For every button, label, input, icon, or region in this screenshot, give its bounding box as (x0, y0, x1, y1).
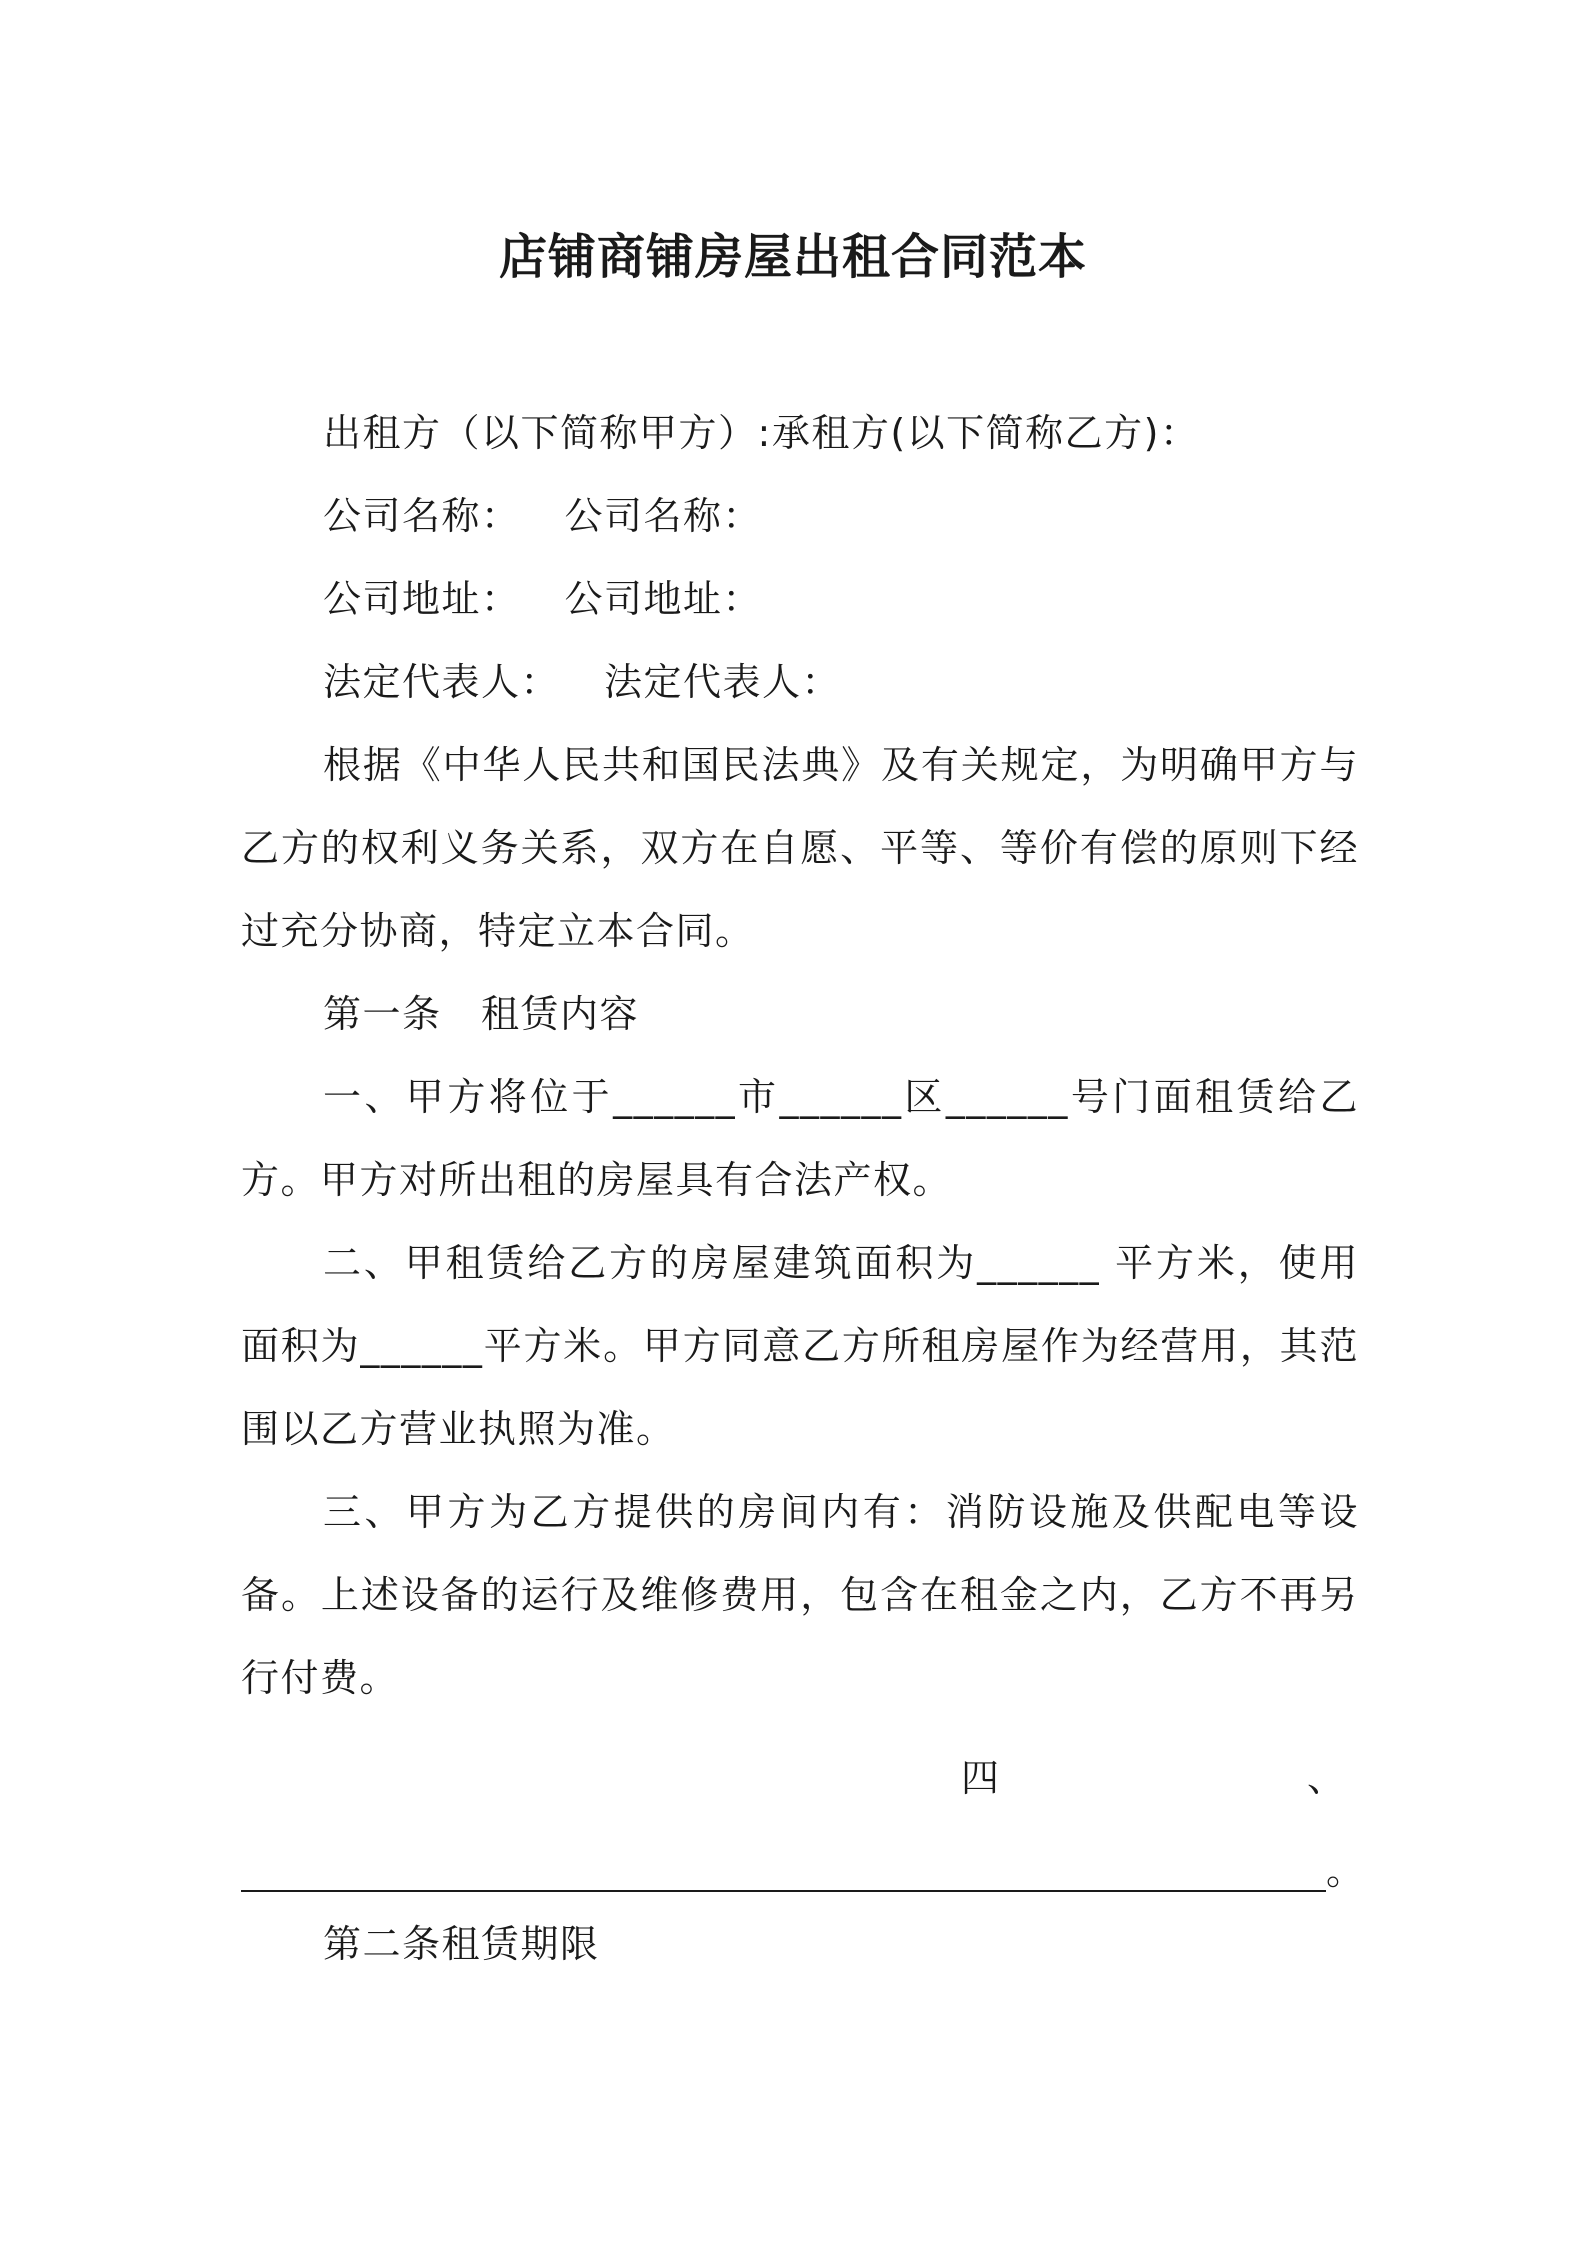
clause4-end-mark: 。 (1326, 1849, 1365, 1893)
company-address-a: 公司地址： (323, 577, 521, 621)
article1-clause4-line (241, 1737, 1359, 1820)
article1-clause2: 二、甲租赁给乙方的房屋建筑面积为______ 平方米，使用面积为______平方米。甲方同意乙方所租房屋作为经营用，其范围以乙方营业执照为准。 (241, 1241, 1359, 1451)
company-address-b: 公司地址： (564, 577, 763, 621)
article1-clause3: 三、甲方为乙方提供的房间内有：消防设施及供配电等设备。上述设备的运行及维修费用，包含在租金之内，乙方不再另行付费。 (241, 1490, 1359, 1700)
blank-underline (241, 1890, 1326, 1892)
legal-rep-line (241, 641, 1359, 724)
preamble-paragraph: 根据《中华人民共和国民法典》及有关规定，为明确甲方与乙方的权利义务关系，双方在自愿、平等、等价有偿的原则下经过充分协商，特定立本合同。 (241, 743, 1359, 953)
legal-rep-b: 法定代表人： (604, 660, 842, 704)
company-name-a: 公司名称： (323, 494, 521, 538)
clause4-blank-line (241, 1830, 1365, 1913)
article1-clause1: 一、甲方将位于______市______区______号门面租赁给乙方。甲方对所出租的房屋具有合法产权。 (241, 1075, 1359, 1202)
company-name-line (241, 475, 1359, 558)
article1-heading: 第一条 租赁内容 (323, 992, 640, 1036)
legal-rep-a: 法定代表人： (323, 660, 561, 704)
document-title: 店铺商铺房屋出租合同范本 (498, 229, 1087, 285)
clause4-number: 四 (961, 1756, 1000, 1800)
lessor-label: 出租方（以下简称甲方）: (323, 411, 772, 455)
company-address-line (241, 558, 1359, 641)
clause4-comma: 、 (1306, 1756, 1345, 1800)
company-name-b: 公司名称： (564, 494, 763, 538)
article2-heading: 第二条租赁期限 (323, 1922, 600, 1966)
lessee-label: 承租方(以下简称乙方)： (771, 411, 1200, 455)
parties-line (241, 392, 1359, 475)
